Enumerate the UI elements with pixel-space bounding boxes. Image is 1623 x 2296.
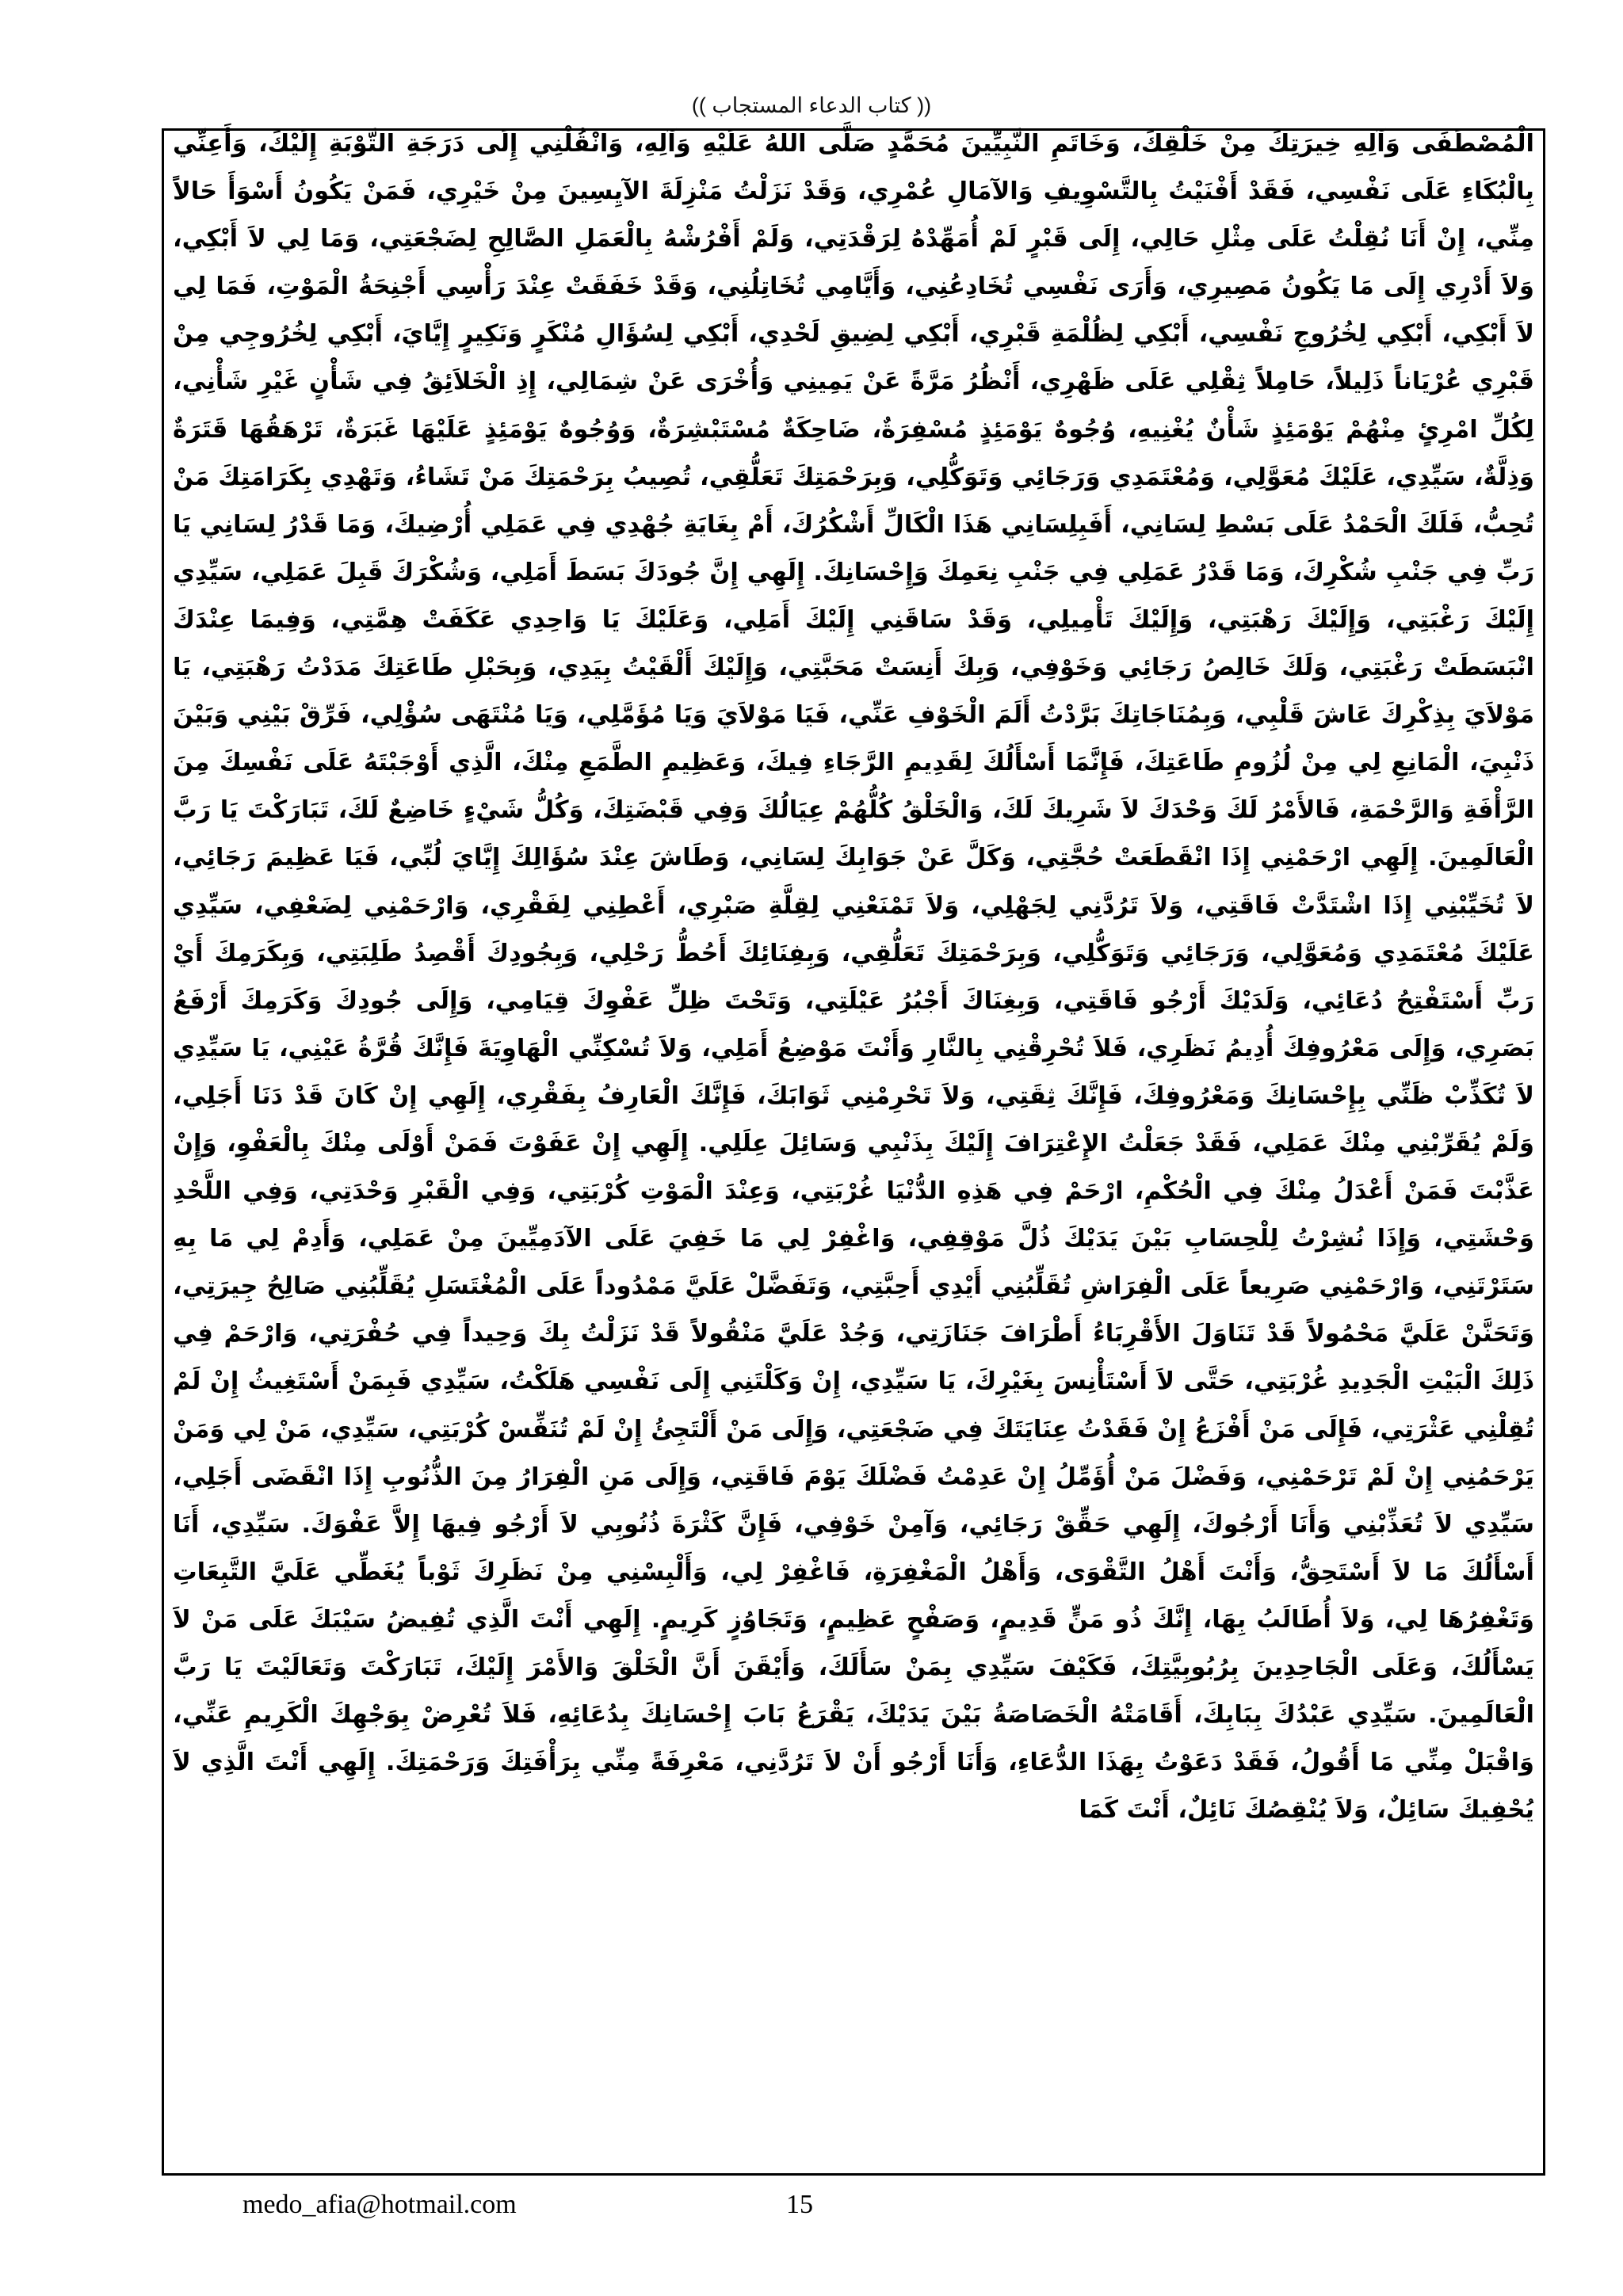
footer-email: medo_afia@hotmail.com: [242, 2190, 517, 2219]
page-number: 15: [786, 2190, 813, 2219]
running-header: (( كتاب الدعاء المستجاب )): [691, 93, 932, 117]
body-text: الْمُصْطَفَى وَآلِهِ خِيرَتِكَ مِنْ خَلْقِكَ، وَخَاتَمِ النَّبِيِّينَ مُحَمَّدٍ صَلَّى اللهُ عَلَيْهِ وَآلِهِ، وَانْقُلْنِي إِلَى دَرَجَةِ التَّوْبَةِ إِلَيْكَ، وَأَعِنِّي بِالْبُكَاءِ عَلَى نَفْسِي، فَقَدْ أَفْنَيْتُ بِالتَّسْوِيفِ وَالآمَالِ عُمْرِي، وَقَدْ نَزَلْتُ مَنْزِلَةَ الآيِسِينَ مِنْ خَيْرِي، فَمَنْ يَكُونُ أَسْوَأَ حَالاً مِنِّي، إِنْ أَنَا نُقِلْتُ عَلَى مِثْلِ حَالِي، إِلَى قَبْرٍ لَمْ أُمَهِّدْهُ لِرَقْدَتِي، وَلَمْ أَفْرُشْهُ بِالْعَمَلِ الصَّالِحِ لِضَجْعَتِي، وَمَا لِي لاَ أَبْكِي، وَلاَ أَدْرِي إِلَى مَا يَكُونُ مَصِيرِي، وَأَرَى نَفْسِي تُخَادِعُنِي، وَأَيَّامِي تُخَاتِلُنِي، وَقَدْ خَفَقَتْ عِنْدَ رَأْسِي أَجْنِحَةُ الْمَوْتِ، فَمَا لِي لاَ أَبْكِي، أَبْكِي لِخُرُوجِ نَفْسِي، أَبْكِي لِظُلْمَةِ قَبْرِي، أَبْكِي لِضِيقِ لَحْدِي، أَبْكِي لِسُؤَالِ مُنْكَرٍ وَنَكِيرٍ إِيَّايَ، أَبْكِي لِخُرُوجِي مِنْ قَبْرِي عُرْيَاناً ذَلِيلاً، حَامِلاً ثِقْلِي عَلَى ظَهْرِي، أَنْظُرُ مَرَّةً عَنْ يَمِينِي وَأُخْرَى عَنْ شِمَالِي، إِذِ الْخَلاَئِقُ فِي شَأْنٍ غَيْرِ شَأْنِي، لِكُلِّ امْرِئٍ مِنْهُمْ يَوْمَئِذٍ شَأْنٌ يُغْنِيهِ، وُجُوهٌ يَوْمَئِذٍ مُسْفِرَةٌ، ضَاحِكَةٌ مُسْتَبْشِرَةٌ، وَوُجُوهٌ يَوْمَئِذٍ عَلَيْهَا غَبَرَةٌ، تَرْهَقُهَا قَتَرَةٌ وَذِلَّةٌ، سَيِّدِي، عَلَيْكَ مُعَوَّلِي، وَمُعْتَمَدِي وَرَجَائِي وَتَوَكُّلِي، وَبِرَحْمَتِكَ تَعَلُّقِي، تُصِيبُ بِرَحْمَتِكَ مَنْ تَشَاءُ، وَتَهْدِي بِكَرَامَتِكَ مَنْ تُحِبُّ، فَلَكَ الْحَمْدُ عَلَى بَسْطِ لِسَانِي، أَفَبِلِسَانِي هَذَا الْكَالِّ أَشْكُرُكَ، أَمْ بِغَايَةِ جُهْدِي فِي عَمَلِي أُرْضِيكَ، وَمَا قَدْرُ لِسَانِي يَا رَبِّ فِي جَنْبِ شُكْرِكَ، وَمَا قَدْرُ عَمَلِي فِي جَنْبِ نِعَمِكَ وَإِحْسَانِكَ. إِلَهِي إِنَّ جُودَكَ بَسَطَ أَمَلِي، وَشُكْرَكَ قَبِلَ عَمَلِي، سَيِّدِي إِلَيْكَ رَغْبَتِي، وَإِلَيْكَ رَهْبَتِي، وَإِلَيْكَ تَأْمِيلِي، وَقَدْ سَاقَنِي إِلَيْكَ أَمَلِي، وَعَلَيْكَ يَا وَاحِدِي عَكَفَتْ هِمَّتِي، وَفِيمَا عِنْدَكَ انْبَسَطَتْ رَغْبَتِي، وَلَكَ خَالِصُ رَجَائِي وَخَوْفِي، وَبِكَ أَنِسَتْ مَحَبَّتِي، وَإِلَيْكَ أَلْقَيْتُ بِيَدِي، وَبِحَبْلِ طَاعَتِكَ مَدَدْتُ رَهْبَتِي، يَا مَوْلاَيَ بِذِكْرِكَ عَاشَ قَلْبِي، وَبِمُنَاجَاتِكَ بَرَّدْتُ أَلَمَ الْخَوْفِ عَنِّي، فَيَا مَوْلاَيَ وَيَا مُؤَمَّلِي، وَيَا مُنْتَهَى سُؤْلِي، فَرِّقْ بَيْنِي وَبَيْنَ ذَنْبِيَ، الْمَانِعِ لِي مِنْ لُزُومِ طَاعَتِكَ، فَإِنَّمَا أَسْأَلُكَ لِقَدِيمِ الرَّجَاءِ فِيكَ، وَعَظِيمِ الطَّمَعِ مِنْكَ، الَّذِي أَوْجَبْتَهُ عَلَى نَفْسِكَ مِنَ الرَّأْفَةِ وَالرَّحْمَةِ، فَالأَمْرُ لَكَ وَحْدَكَ لاَ شَرِيكَ لَكَ، وَالْخَلْقُ كُلُّهُمْ عِيَالُكَ وَفِي قَبْضَتِكَ، وَكُلُّ شَيْءٍ خَاضِعٌ لَكَ، تَبَارَكْتَ يَا رَبَّ الْعَالَمِينَ. إِلَهِي ارْحَمْنِي إِذَا انْقَطَعَتْ حُجَّتِي، وَكَلَّ عَنْ جَوَابِكَ لِسَانِي، وَطَاشَ عِنْدَ سُؤَالِكَ إِيَّايَ لُبِّي، فَيَا عَظِيمَ رَجَائِي، لاَ تُخَيِّبْنِي إِذَا اشْتَدَّتْ فَاقَتِي، وَلاَ تَرُدَّنِي لِجَهْلِي، وَلاَ تَمْنَعْنِي لِقِلَّةِ صَبْرِي، أَعْطِنِي لِفَقْرِي، وَارْحَمْنِي لِضَعْفِي، سَيِّدِي عَلَيْكَ مُعْتَمَدِي وَمُعَوَّلِي، وَرَجَائِي وَتَوَكُّلِي، وَبِرَحْمَتِكَ تَعَلُّقِي، وَبِفِنَائِكَ أَحُطُّ رَحْلِي، وَبِجُودِكَ أَقْصِدُ طَلِبَتِي، وَبِكَرَمِكَ أَيْ رَبِّ أَسْتَفْتِحُ دُعَائِي، وَلَدَيْكَ أَرْجُو فَاقَتِي، وَبِغِنَاكَ أَجْبُرُ عَيْلَتِي، وَتَحْتَ ظِلِّ عَفْوِكَ قِيَامِي، وَإِلَى جُودِكَ وَكَرَمِكَ أَرْفَعُ بَصَرِي، وَإِلَى مَعْرُوفِكَ أُدِيمُ نَظَرِي، فَلاَ تُحْرِقْنِي بِالنَّارِ وَأَنْتَ مَوْضِعُ أَمَلِي، وَلاَ تُسْكِنِّي الْهَاوِيَةَ فَإِنَّكَ قُرَّةُ عَيْنِي، يَا سَيِّدِي لاَ تُكَذِّبْ ظَنِّي بِإِحْسَانِكَ وَمَعْرُوفِكَ، فَإِنَّكَ ثِقَتِي، وَلاَ تَحْرِمْنِي ثَوَابَكَ، فَإِنَّكَ الْعَارِفُ بِفَقْرِي، إِلَهِي إِنْ كَانَ قَدْ دَنَا أَجَلِي، وَلَمْ يُقَرِّبْنِي مِنْكَ عَمَلِي، فَقَدْ جَعَلْتُ الإِعْتِرَافَ إِلَيْكَ بِذَنْبِي وَسَائِلَ عِلَلِي. إِلَهِي إِنْ عَفَوْتَ فَمَنْ أَوْلَى مِنْكَ بِالْعَفْوِ، وَإِنْ عَذَّبْتَ فَمَنْ أَعْدَلُ مِنْكَ فِي الْحُكْمِ، ارْحَمْ فِي هَذِهِ الدُّنْيَا غُرْبَتِي، وَعِنْدَ الْمَوْتِ كُرْبَتِي، وَفِي الْقَبْرِ وَحْدَتِي، وَفِي اللَّحْدِ وَحْشَتِي، وَإِذَا نُشِرْتُ لِلْحِسَابِ بَيْنَ يَدَيْكَ ذُلَّ مَوْقِفِي، وَاغْفِرْ لِي مَا خَفِيَ عَلَى الآدَمِيِّينَ مِنْ عَمَلِي، وَأَدِمْ لِي مَا بِهِ سَتَرْتَنِي، وَارْحَمْنِي صَرِيعاً عَلَى الْفِرَاشِ تُقَلِّبُنِي أَيْدِي أَحِبَّتِي، وَتَفَضَّلْ عَلَيَّ مَمْدُوداً عَلَى الْمُغْتَسَلِ يُقَلِّبُنِي صَالِحُ جِيرَتِي، وَتَحَنَّنْ عَلَيَّ مَحْمُولاً قَدْ تَنَاوَلَ الأَقْرِبَاءُ أَطْرَافَ جَنَازَتِي، وَجُدْ عَلَيَّ مَنْقُولاً قَدْ نَزَلْتُ بِكَ وَحِيداً فِي حُفْرَتِي، وَارْحَمْ فِي ذَلِكَ الْبَيْتِ الْجَدِيدِ غُرْبَتِي، حَتَّى لاَ أَسْتَأْنِسَ بِغَيْرِكَ، يَا سَيِّدِي، إِنْ وَكَلْتَنِي إِلَى نَفْسِي هَلَكْتُ، سَيِّدِي فَبِمَنْ أَسْتَغِيثُ إِنْ لَمْ تُقِلْنِي عَثْرَتِي، فَإِلَى مَنْ أَفْزَعُ إِنْ فَقَدْتُ عِنَايَتَكَ فِي ضَجْعَتِي، وَإِلَى مَنْ أَلْتَجِئُ إِنْ لَمْ تُنَفِّسْ كُرْبَتِي، سَيِّدِي، مَنْ لِي وَمَنْ يَرْحَمُنِي إِنْ لَمْ تَرْحَمْنِي، وَفَضْلَ مَنْ أُؤَمِّلُ إِنْ عَدِمْتُ فَضْلَكَ يَوْمَ فَاقَتِي، وَإِلَى مَنِ الْفِرَارُ مِنَ الذُّنُوبِ إِذَا انْقَضَى أَجَلِي، سَيِّدِي لاَ تُعَذِّبْنِي وَأَنَا أَرْجُوكَ، إِلَهِي حَقِّقْ رَجَائِي، وَآمِنْ خَوْفِي، فَإِنَّ كَثْرَةَ ذُنُوبِي لاَ أَرْجُو فِيهَا إِلاَّ عَفْوَكَ. سَيِّدِي، أَنَا أَسْأَلُكَ مَا لاَ أَسْتَحِقُّ، وَأَنْتَ أَهْلُ التَّقْوَى، وَأَهْلُ الْمَغْفِرَةِ، فَاغْفِرْ لِي، وَأَلْبِسْنِي مِنْ نَظَرِكَ ثَوْباً يُغَطِّي عَلَيَّ التَّبِعَاتِ وَتَغْفِرُهَا لِي، وَلاَ أُطَالَبُ بِهَا، إِنَّكَ ذُو مَنٍّ قَدِيمٍ، وَصَفْحٍ عَظِيمٍ، وَتَجَاوُزٍ كَرِيمٍ. إِلَهِي أَنْتَ الَّذِي تُفِيضُ سَيْبَكَ عَلَى مَنْ لاَ يَسْأَلُكَ، وَعَلَى الْجَاحِدِينَ بِرُبُوبِيَّتِكَ، فَكَيْفَ سَيِّدِي بِمَنْ سَأَلَكَ، وَأَيْقَنَ أَنَّ الْخَلْقَ وَالأَمْرَ إِلَيْكَ، تَبَارَكْتَ وَتَعَالَيْتَ يَا رَبَّ الْعَالَمِينَ. سَيِّدِي عَبْدُكَ بِبَابِكَ، أَقَامَتْهُ الْخَصَاصَةُ بَيْنَ يَدَيْكَ، يَقْرَعُ بَابَ إِحْسَانِكَ بِدُعَائِهِ، فَلاَ تُعْرِضْ بِوَجْهِكَ الْكَرِيمِ عَنِّي، وَاقْبَلْ مِنِّي مَا أَقُولُ، فَقَدْ دَعَوْتُ بِهَذَا الدُّعَاءِ، وَأَنَا أَرْجُو أَنْ لاَ تَرُدَّنِي، مَعْرِفَةً مِنِّي بِرَأْفَتِكَ وَرَحْمَتِكَ. إِلَهِي أَنْتَ الَّذِي لاَ يُحْفِيكَ سَائِلٌ، وَلاَ يُنْقِصُكَ نَائِلٌ، أَنْتَ كَمَا: [173, 130, 1534, 1825]
